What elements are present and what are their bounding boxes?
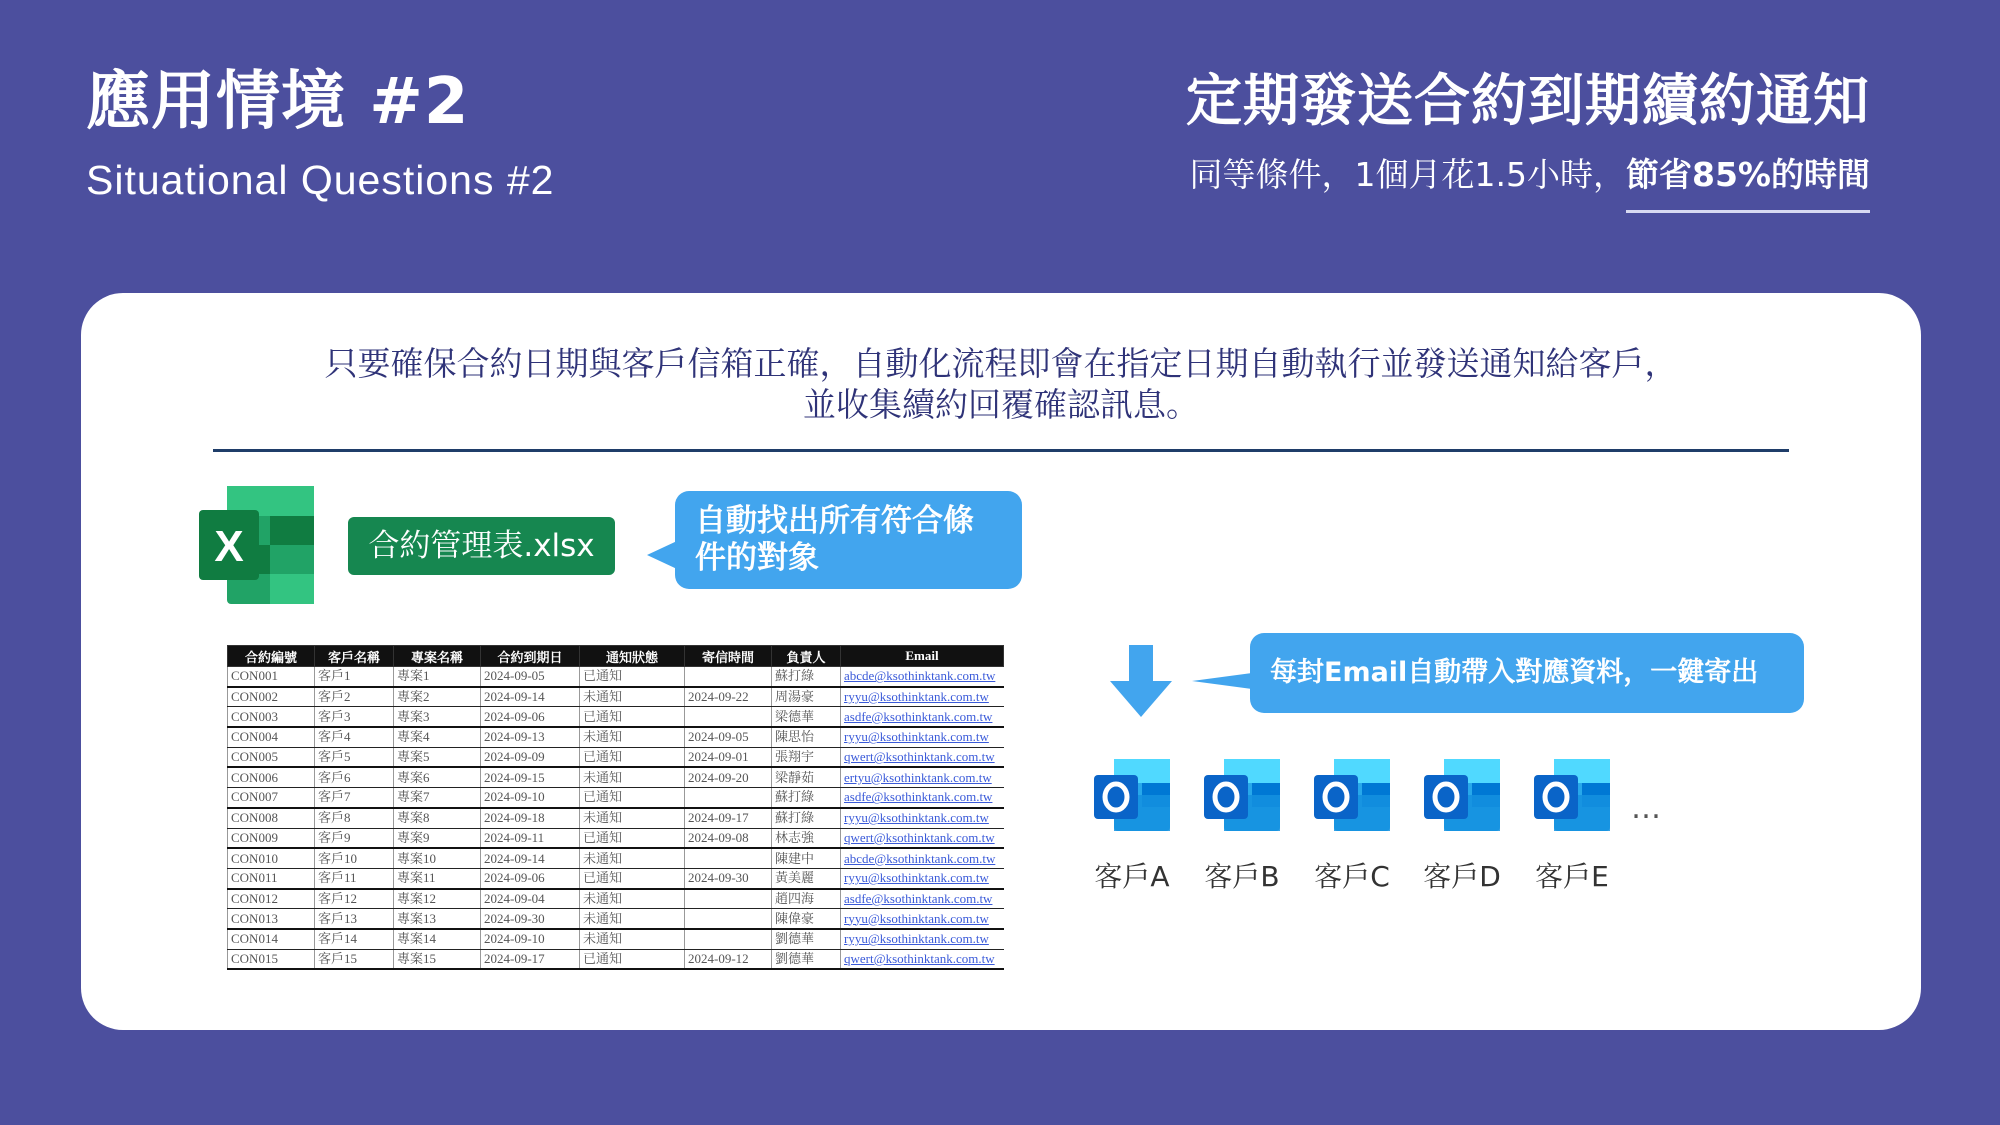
table-cell: CON014 [228, 929, 315, 949]
col-header: 合約到期日 [481, 646, 580, 667]
table-cell [685, 929, 772, 949]
table-cell: 未通知 [580, 687, 685, 707]
table-cell: 2024-09-30 [685, 868, 772, 888]
more-indicator: … [1631, 791, 1661, 826]
header-left [86, 62, 554, 210]
table-cell: 2024-09-17 [481, 949, 580, 969]
table-cell: 2024-09-10 [481, 788, 580, 808]
table-cell: 已通知 [580, 667, 685, 687]
table-cell: 專案5 [394, 747, 481, 767]
col-header: Email [841, 646, 1004, 667]
content-card [81, 293, 1921, 1030]
table-cell: 未通知 [580, 909, 685, 929]
intro-text [81, 343, 1921, 425]
table-cell: 客戶12 [315, 889, 394, 909]
slide-subtitle: Situational Questions #2 [86, 157, 555, 203]
table-cell [685, 667, 772, 687]
table-cell: 2024-09-22 [685, 687, 772, 707]
table-cell: 專案6 [394, 767, 481, 787]
table-cell: 2024-09-14 [481, 848, 580, 868]
file-name-badge: 合約管理表.xlsx [348, 517, 615, 575]
table-cell: 客戶9 [315, 828, 394, 848]
email-cell[interactable]: qwert@ksothinktank.com.tw [841, 949, 1004, 969]
table-cell: 專案11 [394, 868, 481, 888]
table-cell: 2024-09-14 [481, 687, 580, 707]
table-cell: 專案10 [394, 848, 481, 868]
table-row [228, 667, 1004, 687]
outlook-icon [1202, 755, 1282, 835]
table-cell [685, 889, 772, 909]
table-cell: CON003 [228, 707, 315, 727]
scenario-highlight: 節省85%的時間 [1626, 150, 1870, 213]
table-cell: 客戶6 [315, 767, 394, 787]
sheet-body [228, 667, 1004, 970]
table-row [228, 687, 1004, 707]
outlook-icon [1422, 755, 1502, 835]
table-row [228, 808, 1004, 828]
slide-title: 應用情境 #2 [86, 65, 470, 139]
table-cell: 專案14 [394, 929, 481, 949]
table-cell: 2024-09-12 [685, 949, 772, 969]
intro-line-1: 只要確保合約日期與客戶信箱正確，自動化流程即會在指定日期自動執行並發送通知給客戶， [324, 344, 1678, 383]
table-cell: 客戶2 [315, 687, 394, 707]
table-cell: 2024-09-04 [481, 889, 580, 909]
table-cell: 專案4 [394, 727, 481, 747]
email-cell[interactable]: ryyu@ksothinktank.com.tw [841, 868, 1004, 888]
table-cell: 客戶3 [315, 707, 394, 727]
table-cell: 2024-09-20 [685, 767, 772, 787]
table-cell: CON007 [228, 788, 315, 808]
table-cell: CON006 [228, 767, 315, 787]
table-cell: 2024-09-05 [685, 727, 772, 747]
find-bubble: 自動找出所有符合條件的對象 [675, 491, 1022, 589]
table-cell: 客戶8 [315, 808, 394, 828]
table-cell: 蘇打綠 [772, 808, 841, 828]
client-label: 客戶B [1204, 860, 1280, 893]
table-cell: 劉德華 [772, 949, 841, 969]
table-cell: 2024-09-10 [481, 929, 580, 949]
intro-line-2: 並收集續約回覆確認訊息。 [803, 385, 1199, 424]
client-item [1302, 755, 1402, 895]
table-cell: 林志強 [772, 828, 841, 848]
email-cell[interactable]: ryyu@ksothinktank.com.tw [841, 929, 1004, 949]
table-cell: 2024-09-30 [481, 909, 580, 929]
down-arrow-icon [1110, 645, 1172, 717]
table-cell: 周湯豪 [772, 687, 841, 707]
email-cell[interactable]: ryyu@ksothinktank.com.tw [841, 727, 1004, 747]
table-cell: 陳建中 [772, 848, 841, 868]
table-cell: 已通知 [580, 828, 685, 848]
table-cell: 已通知 [580, 788, 685, 808]
table-cell: CON002 [228, 687, 315, 707]
table-cell: 梁德華 [772, 707, 841, 727]
table-cell: 2024-09-08 [685, 828, 772, 848]
col-header: 寄信時間 [685, 646, 772, 667]
table-cell: CON013 [228, 909, 315, 929]
send-bubble: 每封Email自動帶入對應資料，一鍵寄出 [1250, 633, 1804, 713]
table-cell: 趙四海 [772, 889, 841, 909]
table-cell: 2024-09-05 [481, 667, 580, 687]
table-cell: 已通知 [580, 949, 685, 969]
email-cell[interactable]: abcde@ksothinktank.com.tw [841, 667, 1004, 687]
client-item [1192, 755, 1292, 895]
table-cell: CON012 [228, 889, 315, 909]
client-label: 客戶E [1535, 860, 1609, 893]
table-cell: 未通知 [580, 727, 685, 747]
table-cell: CON005 [228, 747, 315, 767]
table-cell: 2024-09-11 [481, 828, 580, 848]
table-cell: 未通知 [580, 929, 685, 949]
table-cell: 專案13 [394, 909, 481, 929]
table-cell: 專案7 [394, 788, 481, 808]
table-cell [685, 848, 772, 868]
table-cell: 未通知 [580, 848, 685, 868]
table-cell: 專案1 [394, 667, 481, 687]
table-cell [685, 788, 772, 808]
table-cell: 客戶13 [315, 909, 394, 929]
client-label: 客戶C [1314, 860, 1390, 893]
table-cell: 客戶1 [315, 667, 394, 687]
table-cell: 2024-09-06 [481, 868, 580, 888]
table-cell: 專案9 [394, 828, 481, 848]
table-cell: 陳思怡 [772, 727, 841, 747]
outlook-icon [1532, 755, 1612, 835]
client-item [1522, 755, 1622, 895]
outlook-icon [1312, 755, 1392, 835]
col-header: 合約編號 [228, 646, 315, 667]
email-cell[interactable]: asdfe@ksothinktank.com.tw [841, 889, 1004, 909]
table-cell: CON004 [228, 727, 315, 747]
email-cell[interactable]: ryyu@ksothinktank.com.tw [841, 808, 1004, 828]
table-cell: 2024-09-17 [685, 808, 772, 828]
table-cell: 2024-09-18 [481, 808, 580, 828]
client-item [1412, 755, 1512, 895]
svg-text:X: X [214, 522, 244, 571]
table-row [228, 868, 1004, 888]
email-cell[interactable]: ryyu@ksothinktank.com.tw [841, 687, 1004, 707]
table-cell: 已通知 [580, 707, 685, 727]
table-cell: 專案12 [394, 889, 481, 909]
table-cell: 客戶5 [315, 747, 394, 767]
client-label: 客戶D [1423, 860, 1501, 893]
table-cell: 專案2 [394, 687, 481, 707]
table-cell: 已通知 [580, 868, 685, 888]
table-cell: CON008 [228, 808, 315, 828]
table-cell: 蘇打綠 [772, 667, 841, 687]
table-cell: 客戶11 [315, 868, 394, 888]
table-row [228, 828, 1004, 848]
table-cell: 客戶10 [315, 848, 394, 868]
table-cell: 未通知 [580, 808, 685, 828]
email-cell[interactable]: asdfe@ksothinktank.com.tw [841, 788, 1004, 808]
table-cell: 客戶14 [315, 929, 394, 949]
table-cell: CON015 [228, 949, 315, 969]
excel-icon [199, 486, 314, 604]
table-cell: 客戶15 [315, 949, 394, 969]
divider [213, 449, 1789, 452]
client-label: 客戶A [1094, 860, 1170, 893]
scenario-title: 定期發送合約到期續約通知 [1186, 69, 1870, 134]
table-cell: CON010 [228, 848, 315, 868]
table-cell: 專案8 [394, 808, 481, 828]
scenario-subtitle-text: 同等條件，1個月花1.5小時， [1189, 155, 1626, 194]
table-row [228, 788, 1004, 808]
email-cell[interactable]: ertyu@ksothinktank.com.tw [841, 767, 1004, 787]
table-cell: 專案3 [394, 707, 481, 727]
table-cell: 2024-09-15 [481, 767, 580, 787]
table-cell: 張翔宇 [772, 747, 841, 767]
table-row [228, 747, 1004, 767]
table-cell: CON009 [228, 828, 315, 848]
table-cell: 2024-09-13 [481, 727, 580, 747]
email-cell[interactable]: qwert@ksothinktank.com.tw [841, 747, 1004, 767]
table-cell: CON011 [228, 868, 315, 888]
table-row [228, 707, 1004, 727]
table-cell [685, 909, 772, 929]
table-cell: 黃美麗 [772, 868, 841, 888]
table-cell: 梁靜茹 [772, 767, 841, 787]
email-cell[interactable]: ryyu@ksothinktank.com.tw [841, 909, 1004, 929]
col-header: 負責人 [772, 646, 841, 667]
col-header: 客戶名稱 [315, 646, 394, 667]
scenario-subtitle [1186, 150, 1870, 213]
table-row [228, 909, 1004, 929]
table-cell: 專案15 [394, 949, 481, 969]
table-cell: 2024-09-01 [685, 747, 772, 767]
table-row [228, 949, 1004, 969]
col-header: 專案名稱 [394, 646, 481, 667]
email-cell[interactable]: asdfe@ksothinktank.com.tw [841, 707, 1004, 727]
table-cell: 蘇打綠 [772, 788, 841, 808]
table-cell: 未通知 [580, 767, 685, 787]
table-cell: 2024-09-06 [481, 707, 580, 727]
sheet-header-row [228, 646, 1004, 667]
col-header: 通知狀態 [580, 646, 685, 667]
table-cell: 已通知 [580, 747, 685, 767]
table-cell: 陳偉豪 [772, 909, 841, 929]
table-cell: 劉德華 [772, 929, 841, 949]
contract-sheet [227, 645, 1004, 970]
table-row [228, 929, 1004, 949]
outlook-icon [1092, 755, 1172, 835]
table-row [228, 848, 1004, 868]
table-row [228, 767, 1004, 787]
client-item [1082, 755, 1182, 895]
table-row [228, 727, 1004, 747]
table-row [228, 889, 1004, 909]
table-cell [685, 707, 772, 727]
table-cell: 客戶4 [315, 727, 394, 747]
email-cell[interactable]: abcde@ksothinktank.com.tw [841, 848, 1004, 868]
table-cell: 客戶7 [315, 788, 394, 808]
email-cell[interactable]: qwert@ksothinktank.com.tw [841, 828, 1004, 848]
table-cell: 未通知 [580, 889, 685, 909]
table-cell: 2024-09-09 [481, 747, 580, 767]
header-right [1186, 62, 1870, 213]
table-cell: CON001 [228, 667, 315, 687]
